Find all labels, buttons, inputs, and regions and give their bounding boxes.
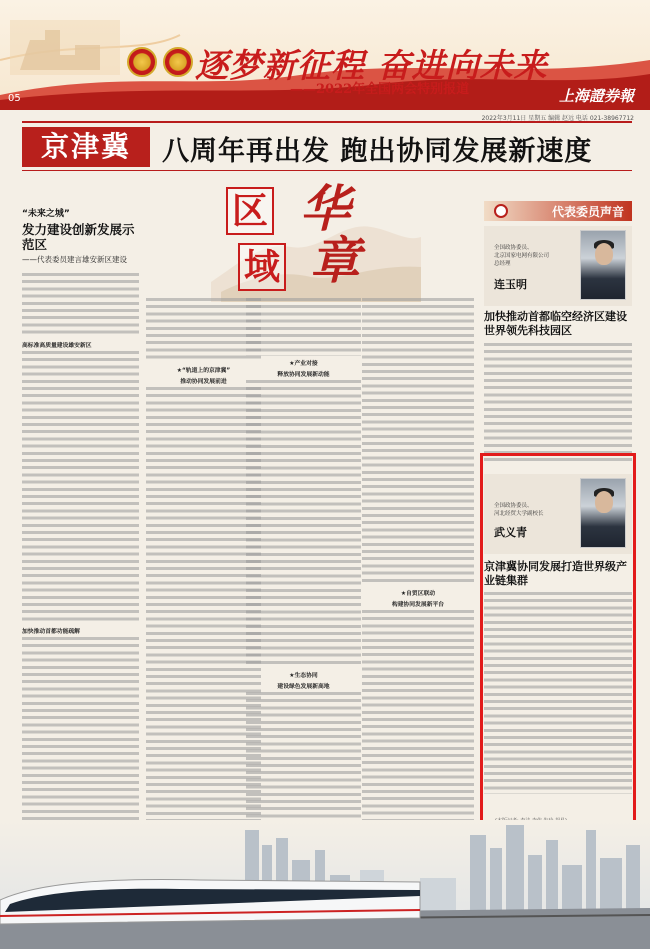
body-text: [246, 298, 361, 356]
right-text-2: [484, 592, 632, 794]
page-number: 05: [8, 93, 21, 104]
special-report-banner: [0, 0, 650, 110]
delegate-1-photo: [580, 230, 626, 300]
section-label: 代表委员声音: [551, 205, 624, 219]
right-headline-1: 加快推动首都临空经济区建设世界领先科技园区: [484, 310, 627, 337]
body-text: [362, 298, 474, 586]
mid-section-4b: 构建协同发展新平台: [391, 602, 445, 608]
cppcc-emblem-icon: [163, 47, 193, 77]
middle-column-1: [146, 298, 261, 905]
banner-subslogan: ——2022年全国两会特别报道: [290, 82, 470, 97]
delegate-2-name: 武义青: [494, 526, 527, 539]
zhang-char: 章: [310, 231, 360, 290]
section-tag: 京津冀: [22, 127, 150, 167]
right-text-1: [484, 343, 632, 465]
delegate-card-1: [484, 226, 632, 306]
left-headline: 发力建设创新发展示范区: [22, 222, 135, 252]
badge-icon: [494, 204, 508, 218]
delegate-1-name: 连玉明: [494, 278, 527, 291]
delegate-1-caption: 全国政协委员、 北京国家电网有限公司 总经理: [494, 245, 550, 267]
hua-char: 华: [300, 179, 350, 238]
mid-section-3: ★生态协同: [289, 672, 318, 679]
delegate-2-photo: [580, 478, 626, 548]
region-title-art: [226, 187, 288, 295]
delegate-card-2: [484, 474, 632, 554]
title-bar: [22, 121, 632, 171]
region-char-1: 区: [226, 187, 274, 235]
section-label-bar: [484, 201, 632, 221]
mid-section-4: ★自贸区联动: [400, 591, 436, 597]
body-text: [246, 380, 361, 668]
left-section-2: 加快推动首都功能疏解: [22, 629, 80, 636]
mid-section-3b: 建设绿色发展新高地: [277, 683, 330, 690]
mid-section-1b: 推动协同发展前进: [180, 378, 227, 385]
right-headline-2: 京津冀协同发展打造世界级产业链集群: [484, 560, 627, 587]
skyline-train-image: [0, 820, 650, 949]
emblem-group: [127, 47, 193, 77]
masthead: 上海證券報: [558, 87, 634, 105]
dateline: 2022年3月11日 星期五 编辑 赵远 电话 021-38967712: [481, 115, 634, 122]
national-emblem-icon: [127, 47, 157, 77]
middle-column-2: [246, 298, 361, 836]
left-subhead: ——代表委员建言雄安新区建设: [22, 255, 127, 264]
body-text: [246, 692, 361, 836]
region-char-2: 域: [238, 243, 286, 291]
huazhang-art: [300, 179, 360, 290]
mid-section-2: ★产业对接: [289, 360, 318, 367]
body-text: [22, 273, 139, 338]
banner-slogan: 逐梦新征程 奋进向未来: [195, 46, 548, 85]
delegate-2-caption: 全国政协委员、 河北经贸大学副校长: [494, 503, 544, 517]
left-kicker: “未来之城”: [22, 209, 70, 219]
mid-section-2b: 释放协同发展新动能: [277, 371, 330, 378]
body-text: [22, 351, 139, 625]
left-section-1: 高标准高质量建设雄安新区: [22, 342, 92, 349]
middle-column-3: [362, 298, 474, 869]
main-headline: 八周年再出发 跑出协同发展新速度: [162, 136, 593, 167]
body-text: [484, 592, 632, 794]
body-text: [484, 343, 632, 465]
mid-section-1: ★“轨道上的京津冀”: [176, 367, 231, 374]
body-text: [146, 298, 261, 363]
